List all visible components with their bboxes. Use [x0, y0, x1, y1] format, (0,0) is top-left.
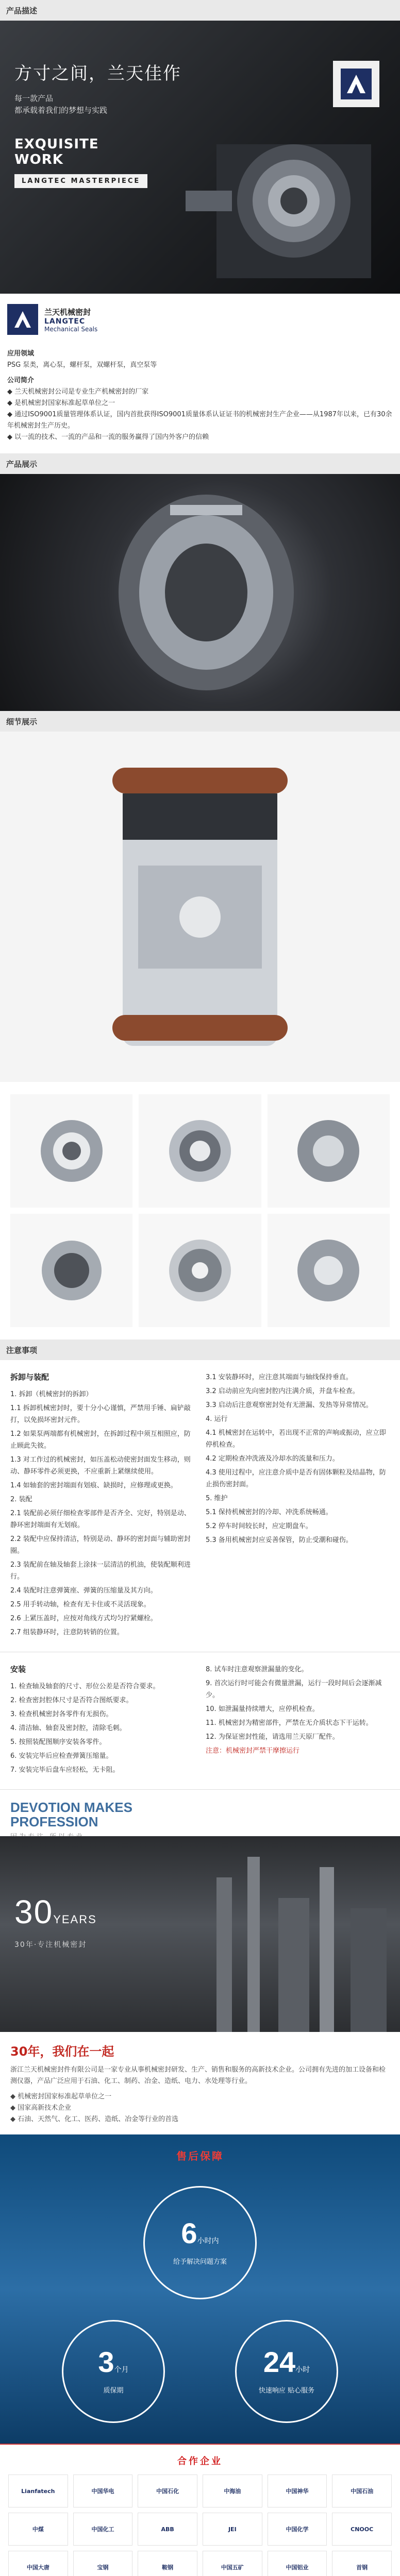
- notes-block-2: [0, 1652, 400, 1790]
- notes-block-1: [0, 1360, 400, 1652]
- note-line: 4. 清洁轴、轴套及密封腔，清除毛刺。: [10, 1724, 126, 1732]
- note-line: 5.3 备用机械密封应妥善保管，防止受潮和碰伤。: [206, 1536, 353, 1544]
- note-line: 1.3 对工作过的机械密封，如压盖松动使密封面发生移动，则动、静环零件必须更换，不应重新上紧继续使用。: [10, 1456, 191, 1476]
- service-title: 售后保障: [176, 2150, 224, 2162]
- brand-mark-icon: [7, 304, 38, 335]
- partner-logo: [332, 2551, 392, 2576]
- info-point-3: ◆ 通过ISO9001质量管理体系认证，国内首批获得ISO9001质量体系认证证书的机械密封生产企业——从1987年以来，已有30余年机械密封生产历史。: [7, 411, 392, 430]
- note-line: 5.2 停车时间较长时，应定期盘车。: [206, 1522, 312, 1530]
- thirty-list: [10, 2091, 390, 2125]
- info-label-intro: 公司简介: [7, 377, 35, 384]
- note-line: 2.6 上紧压盖时，应按对角线方式均匀拧紧螺栓。: [10, 1615, 157, 1622]
- years-number: 30: [14, 1893, 54, 1930]
- brand-name-cn: 兰天机械密封: [44, 307, 91, 317]
- notes-col-left: [10, 1371, 194, 1640]
- note-line: 2.4 装配时注意弹簧座、弹簧的压缩量及其方向。: [10, 1587, 157, 1595]
- notes-col-right-2: [206, 1664, 390, 1778]
- c3-unit: 小时: [295, 2365, 310, 2374]
- brand-name-en: LANGTEC: [44, 317, 86, 326]
- section-header-notes: 注意事项: [0, 1340, 400, 1360]
- partner-logo: [8, 2551, 68, 2576]
- note-line: 9. 首次运行时可能会有微量泄漏，运行一段时间后会逐渐减少。: [206, 1680, 382, 1699]
- company-info: [0, 340, 400, 453]
- partner-logo: [332, 2475, 392, 2507]
- factory-image: [0, 1836, 400, 2032]
- section-header-display: 产品展示: [0, 453, 400, 474]
- c1-unit: 小时内: [197, 2236, 219, 2245]
- notes-col-left-2: [10, 1664, 194, 1778]
- partner-name: JEI: [228, 2526, 237, 2533]
- hero-machine-image: [186, 113, 397, 289]
- info-point-1: ◆ 兰天机械密封公司是专业生产机械密封的厂家: [7, 388, 149, 396]
- partner-logo: [203, 2551, 262, 2576]
- info-point-4: ◆ 以一流的技术、一流的产品和一流的服务赢得了国内外客户的信赖: [7, 433, 209, 441]
- partner-name: 中国铝业: [286, 2564, 309, 2571]
- partner-name: 中国化学: [286, 2526, 309, 2533]
- partner-logo: [73, 2475, 133, 2507]
- parts-grid: [0, 1082, 400, 1340]
- brand-text: [44, 307, 97, 333]
- partner-logo: [268, 2551, 327, 2576]
- c2-number: 3: [98, 2346, 114, 2378]
- note-line: 2.2 装配中应保持清洁，特别是动、静环的密封面与辅助密封圈。: [10, 1535, 191, 1555]
- partners-block: [0, 2444, 400, 2576]
- info-label-apply: 应用领域: [7, 350, 35, 358]
- factory-30-years: [14, 1893, 97, 1931]
- note-line: 1.1 拆卸机械密封时，要十分小心谨慎，严禁用手锤、扁铲敲打，以免损坏密封元件。: [10, 1404, 191, 1424]
- devotion-title-1: DEVOTION MAKES: [10, 1800, 132, 1815]
- notes-heading-2: 安装: [10, 1665, 26, 1674]
- hero-exquisite: [14, 137, 99, 167]
- partner-name: 中国华电: [91, 2488, 114, 2495]
- note-line: 5. 维护: [206, 1495, 228, 1502]
- partner-logo: [138, 2551, 197, 2576]
- brand-logo-icon: [341, 69, 372, 99]
- partner-name: 中国五矿: [221, 2564, 244, 2571]
- hero-subtitle-1: 每一款产品: [14, 94, 54, 103]
- note-line: 4.2 定期检查冲洗液及冷却水的流量和压力。: [206, 1455, 339, 1463]
- partner-name: 中海油: [224, 2488, 241, 2495]
- c2-unit: 个月: [114, 2365, 129, 2374]
- notes-col-right: [206, 1371, 390, 1640]
- devotion-banner: [0, 1790, 400, 1836]
- partners-grid: [0, 2475, 400, 2576]
- note-line: 1.2 如果泵两端都有机械密封，在拆卸过程中须互相照应，防止顾此失彼。: [10, 1430, 191, 1450]
- detail-main-image: [0, 732, 400, 1082]
- service-circle-3m: [62, 2320, 165, 2423]
- note-warning: 注意：机械密封严禁干摩擦运行: [206, 1747, 300, 1755]
- note-line: 4. 运行: [206, 1415, 228, 1423]
- note-line: 7. 安装完毕后盘车应轻松，无卡阻。: [10, 1766, 120, 1774]
- partner-logo: [8, 2513, 68, 2546]
- hero-slogan: 方寸之间，兰天佳作: [14, 63, 181, 84]
- note-line: 2. 检查密封腔体尺寸是否符合图纸要求。: [10, 1697, 133, 1704]
- note-line: 3.1 安装静环时，应注意其端面与轴线保持垂直。: [206, 1374, 353, 1381]
- note-line: 1. 检查轴及轴套的尺寸、形位公差是否符合要求。: [10, 1683, 160, 1690]
- partner-name: 中国石化: [156, 2488, 179, 2495]
- list-item: ◆ 石油、天然气、化工、医药、造纸、冶金等行业的首选: [10, 2115, 179, 2123]
- c3-number: 24: [263, 2346, 296, 2378]
- section-header-detail: 细节展示: [0, 711, 400, 732]
- hero-banner: [0, 21, 400, 294]
- hero-subtitle-2: 都承载着我们的梦想与实践: [14, 106, 108, 115]
- partner-name: ABB: [161, 2526, 174, 2533]
- partner-logo: [332, 2513, 392, 2546]
- c1-number: 6: [181, 2217, 197, 2249]
- partner-logo: [203, 2475, 262, 2507]
- list-item: ◆ 机械密封国家标准起草单位之一: [10, 2093, 112, 2100]
- seal-product-image: [0, 474, 400, 711]
- c3-label: 快速响应 贴心服务: [258, 2387, 315, 2395]
- partner-logo: [8, 2475, 68, 2507]
- devotion-title-2: PROFESSION: [10, 1814, 98, 1829]
- part-image-3: [268, 1094, 390, 1208]
- years-label: YEARS: [53, 1913, 97, 1926]
- note-line: 2.7 组装静环时，注意防转销的位置。: [10, 1629, 124, 1636]
- c1-label: 给予解决问题方案: [173, 2258, 227, 2266]
- note-line: 3.2 启动前应先向密封腔内注满介质，并盘车检查。: [206, 1387, 359, 1395]
- thirty-title: 30年，我们在一起: [10, 2044, 114, 2059]
- hero-exquisite-line2: WORK: [14, 152, 63, 167]
- partner-name: 中国石油: [351, 2488, 374, 2495]
- part-image-4: [10, 1214, 132, 1327]
- part-image-6: [268, 1214, 390, 1327]
- partners-title: 合作企业: [0, 2444, 400, 2475]
- partner-logo: [268, 2475, 327, 2507]
- partner-logo: [138, 2513, 197, 2546]
- hero-masterpiece-bar: LANGTEC MASTERPIECE: [14, 174, 147, 188]
- partner-name: 中国大唐: [26, 2564, 49, 2571]
- partner-name: 中国化工: [91, 2526, 114, 2533]
- hero-exquisite-line1: EXQUISITE: [14, 137, 99, 152]
- note-line: 2.5 用手转动轴，检查有无卡住或不灵活现象。: [10, 1601, 151, 1608]
- partner-name: 首钢: [356, 2564, 368, 2571]
- brand-block: [0, 294, 400, 340]
- note-line: 3.3 启动后注意观察密封处有无泄漏、发热等异常情况。: [206, 1401, 373, 1409]
- partner-logo: [73, 2513, 133, 2546]
- info-apply-text: PSG 泵类，离心泵，螺杆泵，双螺杆泵，真空泵等: [7, 361, 157, 369]
- partner-name: Lianfatech: [21, 2487, 55, 2495]
- partner-name: CNOOC: [351, 2526, 374, 2533]
- factory-caption: 30年·专注机械密封: [14, 1941, 87, 1949]
- section-header-description: 产品描述: [0, 0, 400, 21]
- note-line: 12. 为保证密封性能，请选用兰天原厂配件。: [206, 1733, 339, 1741]
- partner-name: 鞍钢: [162, 2564, 174, 2571]
- partner-logo: [268, 2513, 327, 2546]
- note-line: 1. 拆卸（机械密封的拆卸）: [10, 1391, 93, 1398]
- note-line: 5. 按照装配图顺序安装各零件。: [10, 1738, 106, 1746]
- partner-logo: [138, 2475, 197, 2507]
- note-line: 1.4 如轴套的密封端面有划痕、缺损时，应修理或更换。: [10, 1482, 177, 1489]
- product-photo: [0, 474, 400, 711]
- seal-detail-image: [92, 747, 308, 1066]
- brand-tagline: Mechanical Seals: [44, 325, 98, 333]
- hero-logo: [333, 61, 379, 107]
- note-line: 8. 试车时注意观察泄漏量的变化。: [206, 1666, 308, 1673]
- factory-banner: [0, 1836, 400, 2032]
- thirty-years-block: [0, 2032, 400, 2134]
- notes-heading-1: 拆卸与装配: [10, 1372, 49, 1382]
- partner-name: 中煤: [32, 2526, 44, 2533]
- note-line: 2.1 装配前必须仔细检查零部件是否齐全、完好，特别是动、静环密封端面有无划痕。: [10, 1510, 191, 1529]
- part-image-2: [139, 1094, 261, 1208]
- note-line: 2.3 装配前在轴及轴套上涂抹一层清洁的机油，使装配顺利进行。: [10, 1561, 191, 1581]
- service-banner: [0, 2134, 400, 2444]
- note-line: 6. 安装完毕后应检查弹簧压缩量。: [10, 1752, 113, 1760]
- note-line: 4.3 使用过程中，应注意介质中是否有固体颗粒及结晶物，防止损伤密封面。: [206, 1469, 386, 1488]
- part-image-1: [10, 1094, 132, 1208]
- thirty-paragraph: 浙江兰天机械密封件有限公司是一家专业从事机械密封研发、生产、销售和服务的高新技术企业。公司拥有先进的加工设备和检测仪器，产品广泛应用于石油、化工、制药、冶金、造纸、电力、水处理等行业。: [10, 2066, 386, 2085]
- partner-name: 中国神华: [286, 2488, 309, 2495]
- c2-label: 质保期: [103, 2387, 124, 2395]
- service-circle-24h: [235, 2320, 338, 2423]
- note-line: 3. 检查机械密封各零件有无损伤。: [10, 1710, 113, 1718]
- partner-logo: [203, 2513, 262, 2546]
- service-circle-6h: [143, 2186, 257, 2299]
- note-line: 10. 如泄漏量持续增大，应停机检查。: [206, 1705, 319, 1713]
- partner-name: 宝钢: [97, 2564, 109, 2571]
- partner-logo: [73, 2551, 133, 2576]
- part-image-5: [139, 1214, 261, 1327]
- note-line: 4.1 机械密封在运转中，若出现不正常的声响或振动，应立即停机检查。: [206, 1429, 386, 1449]
- info-point-2: ◆ 是机械密封国家标准起草单位之一: [7, 399, 115, 407]
- note-line: 5.1 保持机械密封的冷却、冲洗系统畅通。: [206, 1509, 332, 1516]
- note-line: 11. 机械密封为精密部件，严禁在无介质状态下干运转。: [206, 1719, 373, 1727]
- note-line: 2. 装配: [10, 1496, 32, 1503]
- list-item: ◆ 国家高新技术企业: [10, 2104, 72, 2112]
